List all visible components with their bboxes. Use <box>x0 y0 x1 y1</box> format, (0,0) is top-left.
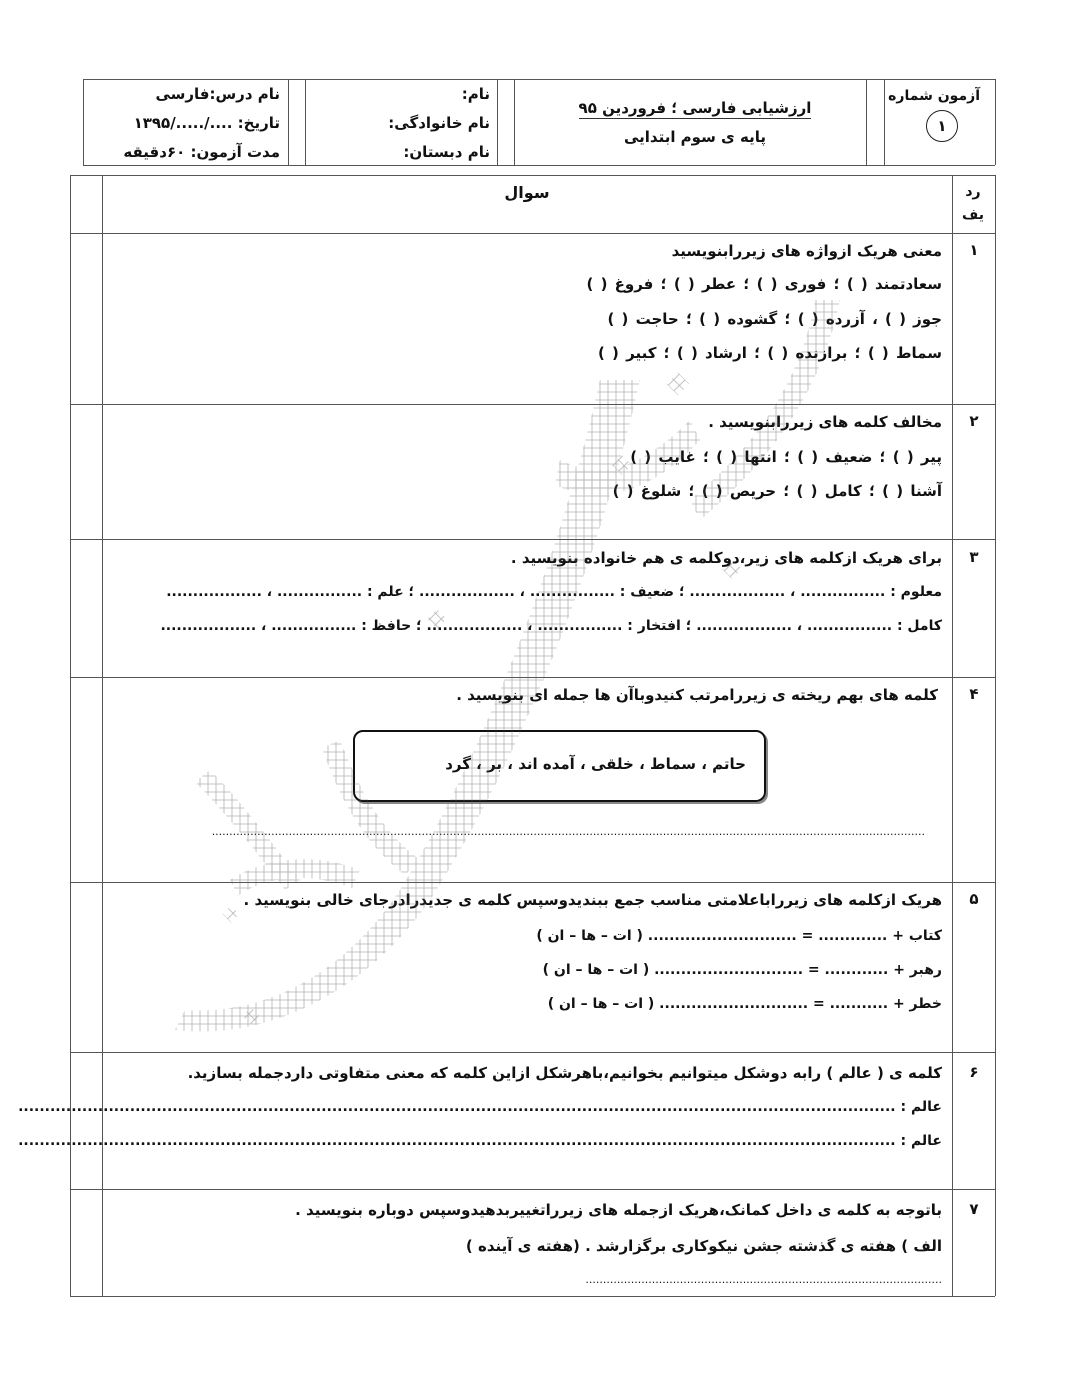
answer-line: عالم : ..................................................................................................................................................................... <box>18 1099 942 1115</box>
question-number: ۵ <box>969 890 979 908</box>
answer-line: سعادتمند ( ) ؛ فوری ( ) ؛ عطر ( ) ؛ فروغ ( ) <box>586 275 942 293</box>
question-prompt: معنی هریک ازواژه های زیررابنویسید <box>671 242 942 260</box>
answer-line: پیر ( ) ؛ ضعیف ( ) ؛ انتها ( ) ؛ غایب ( ) <box>630 448 942 466</box>
question-number: ۴ <box>969 685 979 703</box>
question-number: ۱ <box>969 241 979 259</box>
answer-line: آشنا ( ) ؛ کامل ( ) ؛ حریص ( ) ؛ شلوغ ( ) <box>612 482 942 500</box>
family-name-label: نام خانوادگی: <box>388 114 490 132</box>
question-header: سوال <box>504 183 550 202</box>
question-prompt: برای هریک ازکلمه های زیر،دوکلمه ی هم خانواده بنویسید . <box>510 549 942 567</box>
exam-grade: پایه ی سوم ابتدایی <box>623 128 767 146</box>
question-number: ۷ <box>969 1200 979 1218</box>
student-name-label: نام: <box>461 85 490 103</box>
question-number: ۲ <box>969 412 979 430</box>
answer-line: جوز ( ) ، آزرده ( ) ؛ گشوده ( ) ؛ حاجت ( ) <box>607 310 942 328</box>
date-label: تاریخ: ..../...../۱۳۹۵ <box>133 114 280 132</box>
answer-line: رهبر + ............ = ............................ ( ات – ها – ان ) <box>542 962 942 978</box>
scrambled-words: حاتم ، سماط ، خلقی ، آمده اند ، بر ، گرد <box>445 755 746 773</box>
answer-line: کتاب + ............. = ............................ ( ات – ها – ان ) <box>536 928 942 944</box>
exam-number: ۱ <box>937 117 947 135</box>
answer-line: عالم : ..................................................................................................................................................................... <box>18 1133 942 1149</box>
duration-label: مدت آزمون: ۶۰دقیقه <box>123 143 280 161</box>
question-prompt: کلمه ی ( عالم ) رابه دوشکل میتوانیم بخوانیم،باهرشکل ازاین کلمه که معنی متفاوتی داردجمله بسازید. <box>187 1064 942 1082</box>
answer-line: سماط ( ) ؛ برازنده ( ) ؛ ارشاد ( ) ؛ کبیر ( ) <box>597 344 942 362</box>
answer-line: کامل : ................ ، .................. ؛ افتخار : ................ ، .................. ؛ حافظ : ................ ، .................. <box>160 618 942 634</box>
sentence-item: الف ) هفته ی گذشته جشن نیکوکاری برگزارشد . (هفته ی آینده ) <box>465 1237 942 1255</box>
answer-line: ............................................................................................................................................................................................................ <box>211 825 925 838</box>
answer-line: خطر + ........... = ............................ ( ات – ها – ان ) <box>547 996 942 1012</box>
row-header-1: رد <box>965 184 981 200</box>
word-box <box>353 730 766 802</box>
question-prompt: هریک ازکلمه های زیرراباعلامتی مناسب جمع ببندیدوسپس کلمه ی جدیدرادرجای خالی بنویسید . <box>243 891 942 909</box>
exam-title: ارزشیابی فارسی ؛ فروردین ۹۵ <box>578 99 812 117</box>
question-prompt: مخالف کلمه های زیررابنویسید . <box>708 413 942 431</box>
answer-line: معلوم : ................ ، .................. ؛ ضعیف : ................ ، .................. ؛ علم : ................ ، .................. <box>166 584 942 600</box>
school-name-label: نام دبستان: <box>403 143 490 161</box>
question-number: ۳ <box>969 548 979 566</box>
question-prompt: باتوجه به کلمه ی داخل کمانک،هریک ازجمله های زیرراتغییربدهیدوسپس دوباره بنویسید . <box>295 1201 942 1219</box>
exam-number-label: آزمون شماره <box>888 88 980 104</box>
exam-number-circle <box>926 110 958 142</box>
question-number: ۶ <box>969 1063 979 1081</box>
subject-label: نام درس:فارسی <box>155 85 280 103</box>
question-prompt: کلمه های بهم ریخته ی زیررامرتب کنیدوباآن ها جمله ای بنویسید . <box>456 686 938 704</box>
row-header-2: یف <box>962 207 984 223</box>
answer-line: ...................................................................................................... <box>585 1273 942 1286</box>
